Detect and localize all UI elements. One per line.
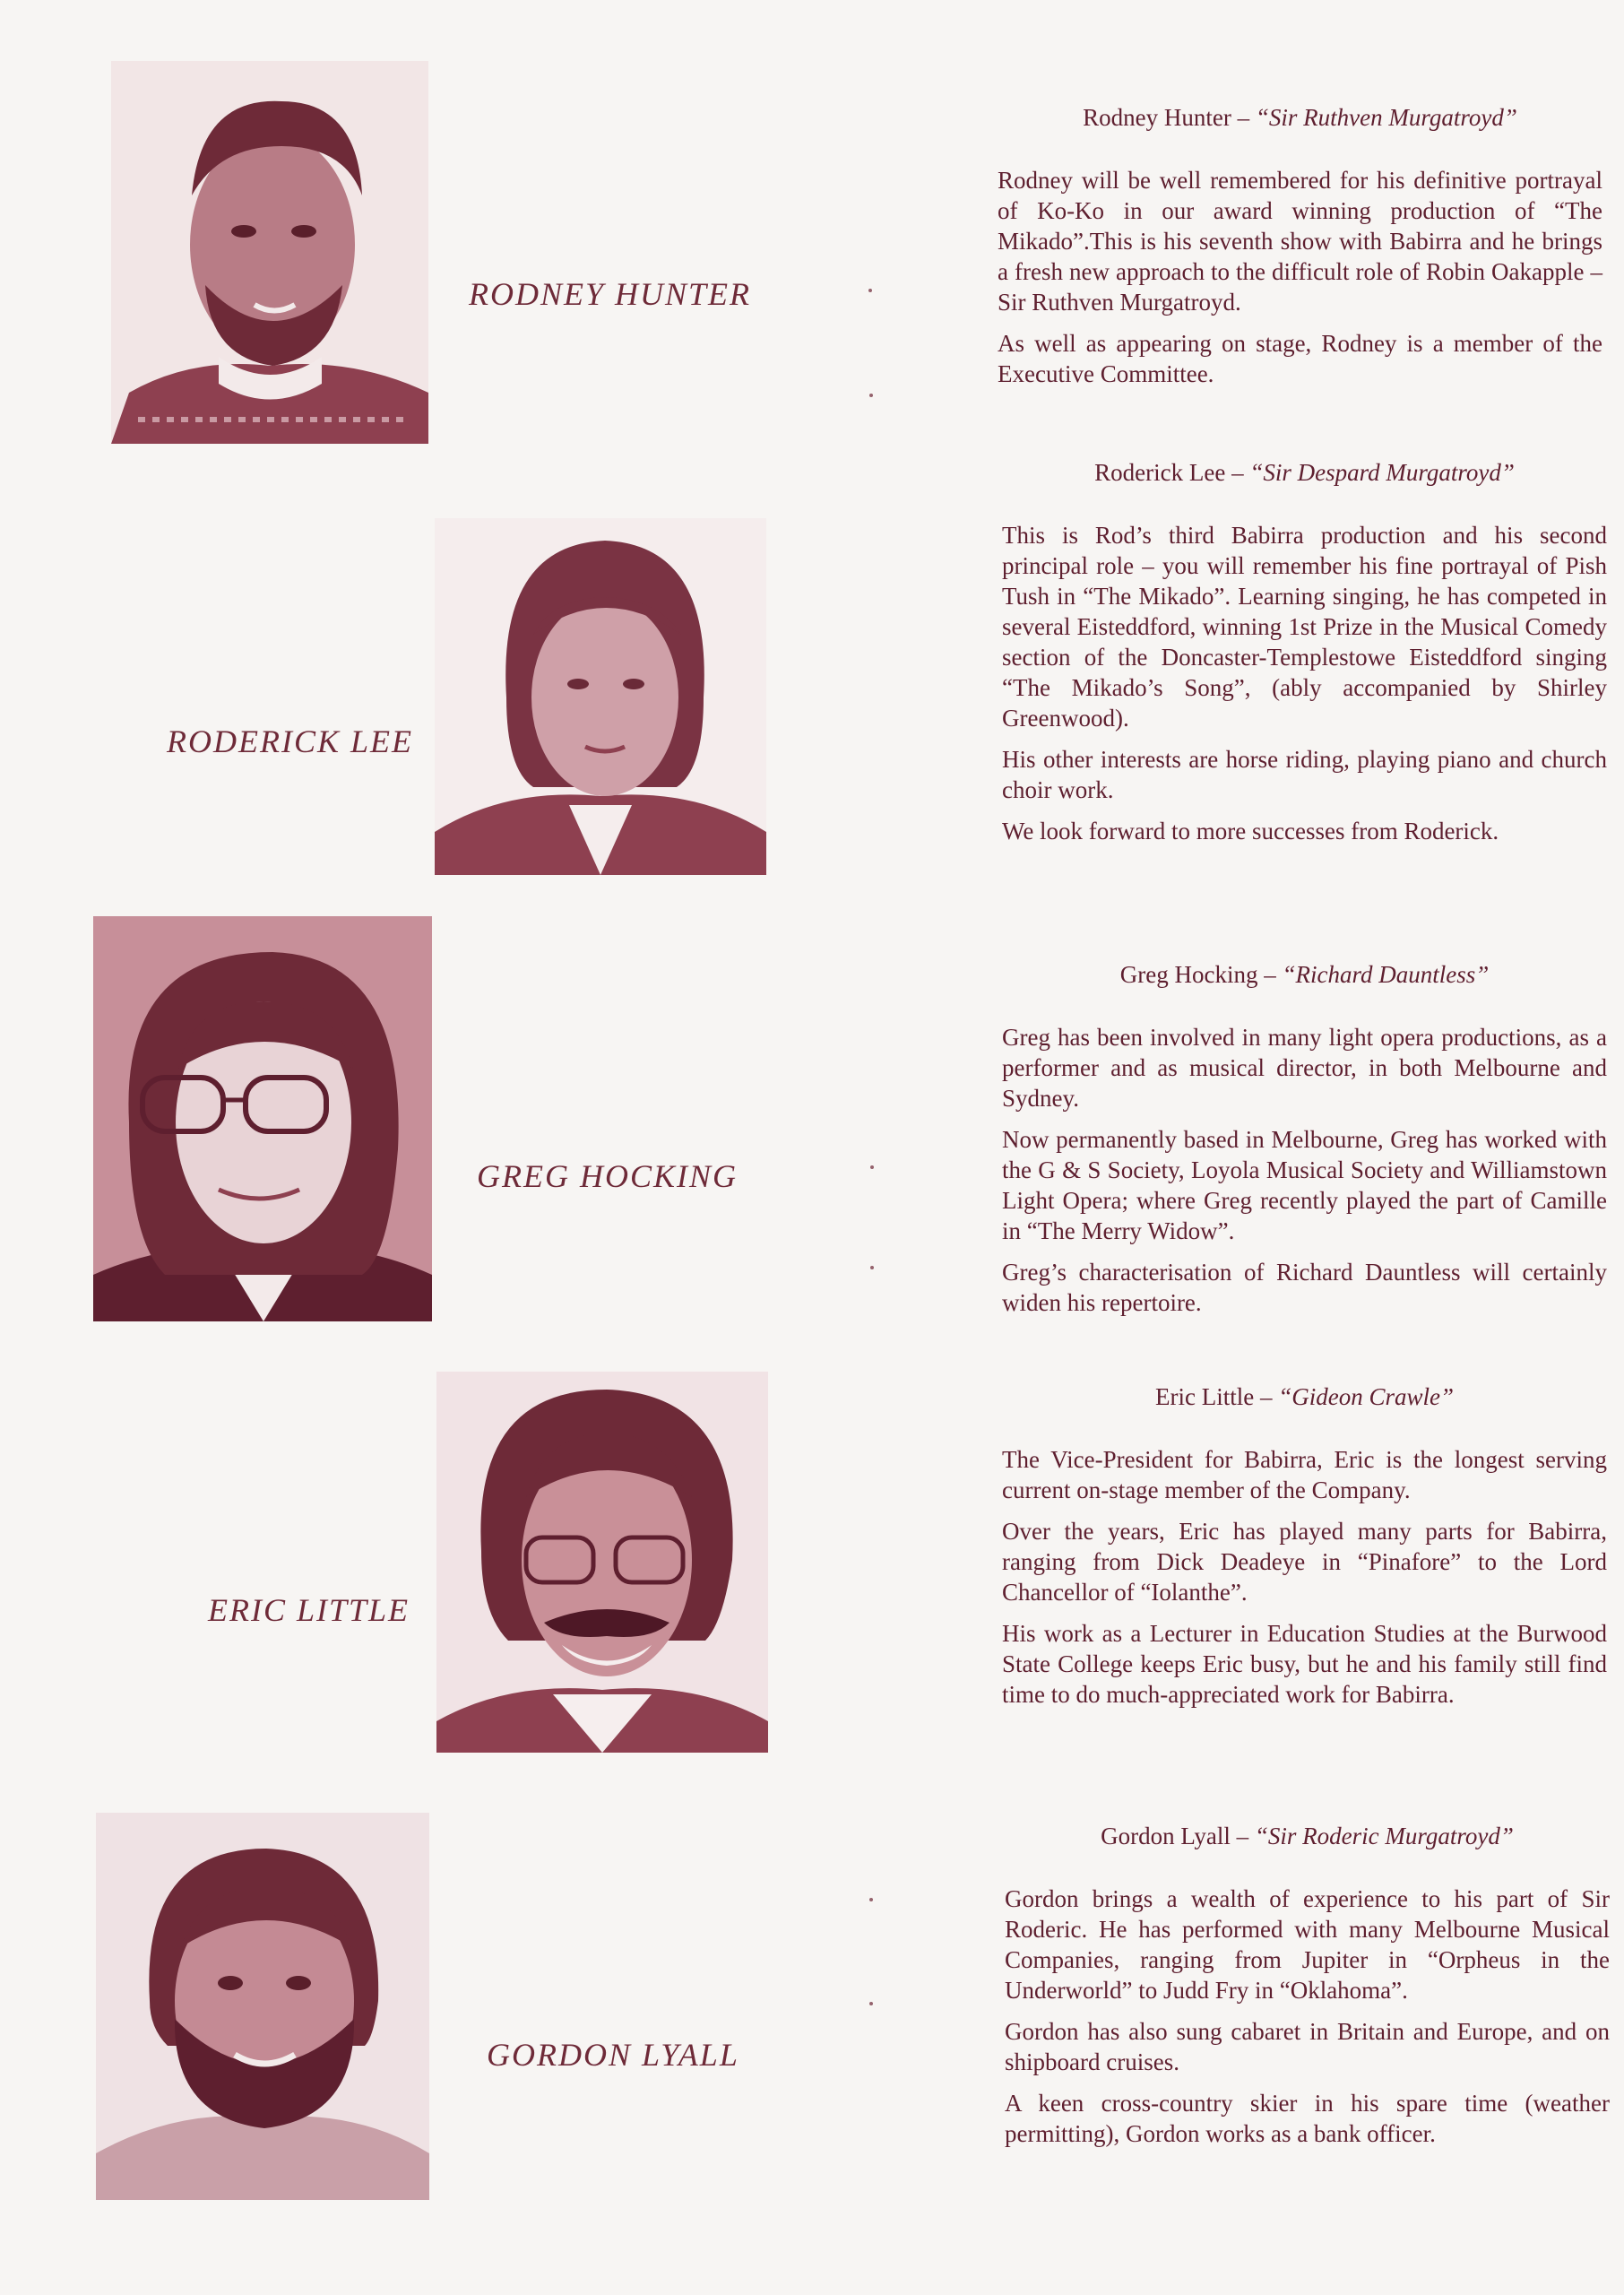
bio-heading: Roderick Lee – “Sir Despard Murgatroyd” <box>1094 459 1515 486</box>
portrait-gordon-lyall <box>96 1813 429 2200</box>
member-name: Roderick Lee <box>1094 459 1226 486</box>
bio-paragraph: This is Rod’s third Babirra production and his second principal role – you will remember his fine portrayal of Pish Tush in “The Mikado”. Learning singing, he has competed in several Eisteddford, winning 1st Prize in the Musical Comedy section of the Doncaster-Templestowe Eisteddford singing “The Mikado’s Song”, (ably accompanied by Shirley Greenwood). <box>1002 522 1607 732</box>
bio-paragraph: Now permanently based in Melbourne, Greg has worked with the G & S Society, Loyola Musical Society and Williamstown Light Opera; where Greg recently played the part of Camille in “The Merry Widow”. <box>1002 1126 1607 1244</box>
bio-paragraph: Gordon has also sung cabaret in Britain and Europe, and on shipboard cruises. <box>1005 2018 1610 2075</box>
caption-greg-hocking: GREG HOCKING <box>477 1158 738 1194</box>
bio-paragraph: His work as a Lecturer in Education Studies at the Burwood State College keeps Eric busy, but he and his family still find time to do much-appreciated work for Babirra. <box>1002 1620 1607 1708</box>
speck <box>869 1898 873 1901</box>
member-role: “Richard Dauntless” <box>1282 961 1490 988</box>
bio-paragraph: The Vice-President for Babirra, Eric is the longest serving current on-stage member of the Company. <box>1002 1446 1607 1503</box>
caption-gordon-lyall: GORDON LYALL <box>487 2037 739 2073</box>
portrait-eric-little <box>436 1372 768 1753</box>
speck <box>869 394 873 397</box>
portrait-greg-hocking <box>93 916 432 1321</box>
photo-greg-hocking <box>93 916 432 1321</box>
bio-paragraph: A keen cross-country skier in his spare time (weather permitting), Gordon works as a bank officer. <box>1005 2090 1610 2147</box>
member-role: “Sir Despard Murgatroyd” <box>1249 459 1515 486</box>
bio-gordon-lyall <box>1005 1821 1610 2160</box>
speck <box>869 2002 873 2005</box>
portrait-rodney-hunter <box>111 61 428 444</box>
bio-heading: Eric Little – “Gideon Crawle” <box>1155 1383 1454 1410</box>
member-role: “Sir Roderic Murgatroyd” <box>1254 1823 1514 1849</box>
photo-eric-little <box>436 1372 768 1753</box>
bio-rodney-hunter <box>998 102 1602 400</box>
member-name: Gordon Lyall <box>1101 1823 1231 1849</box>
member-name: Rodney Hunter <box>1083 104 1231 131</box>
photo-roderick-lee <box>435 518 766 875</box>
bio-paragraph: His other interests are horse riding, playing piano and church choir work. <box>1002 746 1607 803</box>
portrait-roderick-lee <box>435 518 766 875</box>
member-name: Greg Hocking <box>1119 961 1258 988</box>
member-name: Eric Little <box>1155 1383 1255 1410</box>
member-role: “Sir Ruthven Murgatroyd” <box>1255 104 1517 131</box>
bio-paragraph: Rodney will be well remembered for his definitive portrayal of Ko-Ko in our award winning production of “The Mikado”.This is his seventh show with Babirra and he brings a fresh new approach to the difficult role of Robin Oakapple – Sir Ruthven Murgatroyd. <box>998 167 1602 316</box>
member-role: “Gideon Crawle” <box>1278 1383 1454 1410</box>
bio-paragraph: As well as appearing on stage, Rodney is a member of the Executive Committee. <box>998 330 1602 387</box>
bio-eric-little <box>1002 1381 1607 1720</box>
speck <box>870 1266 874 1269</box>
photo-gordon-lyall <box>96 1813 429 2200</box>
caption-eric-little: ERIC LITTLE <box>208 1592 410 1628</box>
photo-rodney-hunter <box>111 61 428 444</box>
bio-paragraph: Greg’s characterisation of Richard Dauntless will certainly widen his repertoire. <box>1002 1259 1607 1316</box>
bio-paragraph: Gordon brings a wealth of experience to his part of Sir Roderic. He has performed with many Melbourne Musical Companies, ranging from Jupiter in “Orpheus in the Underworld” to Judd Fry in “Oklahoma”. <box>1005 1885 1610 2004</box>
caption-rodney-hunter: RODNEY HUNTER <box>469 276 752 312</box>
bio-greg-hocking <box>1002 959 1607 1329</box>
caption-roderick-lee: RODERICK LEE <box>167 723 413 759</box>
bio-paragraph: Over the years, Eric has played many parts for Babirra, ranging from Dick Deadeye in “Pinafore” to the Lord Chancellor of “Iolanthe”. <box>1002 1518 1607 1606</box>
bio-heading: Greg Hocking – “Richard Dauntless” <box>1119 961 1490 988</box>
bio-paragraph: Greg has been involved in many light opera productions, as a performer and as musical director, in both Melbourne and Sydney. <box>1002 1024 1607 1112</box>
bio-heading: Rodney Hunter – “Sir Ruthven Murgatroyd” <box>1083 104 1517 131</box>
bio-paragraph: We look forward to more successes from Roderick. <box>1002 818 1499 844</box>
speck <box>870 1165 874 1169</box>
bio-roderick-lee <box>1002 457 1607 857</box>
speck <box>868 289 872 292</box>
bio-heading: Gordon Lyall – “Sir Roderic Murgatroyd” <box>1101 1823 1514 1849</box>
